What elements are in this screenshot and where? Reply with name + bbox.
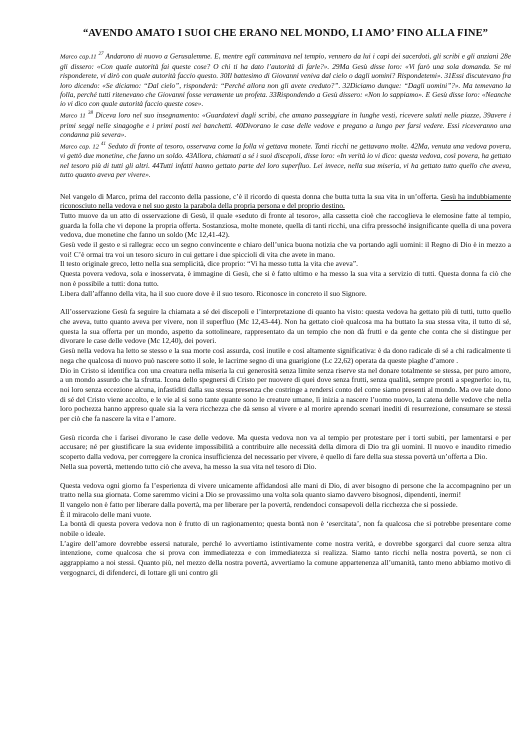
gospel-passage: [60, 50, 511, 109]
body-paragraph: La bontà di questa povera vedova non è frutto di un ragionamento; questa bontà non è ‘esercitata’, non fa qualcosa che si potrebbe presentare come nobile o ideale.: [60, 519, 511, 539]
body-paragraph: Il testo originale greco, letto nella sua semplicità, dice proprio: “Vi ha messo tutta la vita che aveva”.: [60, 259, 358, 269]
body-paragraph: Il vangelo non è fatto per liberare dalla povertà, ma per liberare per la povertà, rendendoci consapevoli della ricchezza che si possiede.: [60, 499, 458, 509]
body-paragraph: All’osservazione Gesù fa seguire la chiamata a sé dei discepoli e l’interpretazione di quanto ha visto: questa vedova ha gettato più di tutti, tutto quello che aveva, tutto quanto aveva per vivere, non il superfluo (Mc 12,43-44). Non ha gettato cioè qualcosa ma ha buttato la sua stessa vita, il tutto di sé, questa la sua offerta per un mondo, aspetto da sottolineare, rappresentato da un tempio che non dà frutti e da gente che conta che si distingue per divorare le case delle vedove (Mc 12,40), dei poveri.: [60, 307, 511, 346]
paragraph-gap: [60, 472, 511, 481]
gospel-reference: Marco 11: [60, 112, 88, 120]
body-paragraph: Gesù vede il gesto e si rallegra: ecco un segno convincente e chiaro dell’unica buona notizia che va portando agli uomini: il Regno di Dio è in mezzo a voi! C’è ormai tra voi un tesoro sicuro in cui gettare i due spiccioli di vita che avete in mano.: [60, 240, 511, 259]
verse-number: 27: [98, 52, 104, 57]
body-paragraph: Libera dall’affanno della vita, ha il suo cuore dove è il suo tesoro. Riconosce in concreto il suo Signore.: [60, 288, 367, 298]
gospel-text: Andarono di nuovo a Gerusalemme. E, mentre egli camminava nel tempio, vennero da lui i capi dei sacerdoti, gli scribi e gli anziani 28e gli dissero: «Con quale autorità fai queste cose? O chi ti ha dato l’autorità di farle?». 29Ma Gesù disse loro: «Vi farò una sola domanda. Se mi risponderete, vi dirò con quale autorità faccio questo. 30Il battesimo di Giovanni veniva dal cielo o dagli uomini? Rispondetemi». 31Essi discutevano fra loro dicendo: «Se diciamo: “Dal cielo”, risponderà: “Perché allora non gli avete creduto?”. 32Diciamo dunque: “Dagli uomini”?». Ma temevano la folla, perché tutti ritenevano che Giovanni fosse veramente un profeta. 33Rispondendo a Gesù dissero: «Non lo sappiamo». E Gesù disse loro: «Neanche io vi dico con quale autorità faccio queste cose».: [60, 51, 512, 109]
body-paragraph: Dio in Cristo si identifica con una creatura nella miseria la cui generosità senza limite senza riserve sta nel donare totalmente se stessa, per puro amore, a un mondo assurdo che la sfrutta. Icona dello spegnersi di Cristo per nuovere di quei dove senza frutti, senza qualità, sempre pronti a spegnerlo: io, tu, noi loro senza eccezione alcuna, infastiditi dalla sua stessa presenza che costringe a rendersi conto del come siamo presenti al mondo. Ma ove tale dono di sé del Cristo viene accolto, e le vie al sì sono tante quante sono le creature umane, lì inizia a nascere l’uomo nuovo, la catena delle vedove che nella loro pochezza hanno appreso quale sia la vera ricchezza che dà senso al vivere e al morire aprendo scenari inediti di resurrezione, consumare se stessi per ciò che fa nascere la vita e l’amore.: [60, 365, 511, 424]
verse-number: 41: [100, 141, 106, 147]
gospel-reference: Marco cap. 12: [60, 142, 101, 150]
document-title: “AVENDO AMATO I SUOI CHE ERANO NEL MONDO, LI AMO’ FINO ALLA FINE”: [82, 28, 489, 39]
body-paragraph: Gesù ricorda che i farisei divorano le case delle vedove. Ma questa vedova non va al tempio per protestare per i torti subiti, per lamentarsi e per accusare; né per giustificare la sua evidente impossibilità a contribuire alle necessità della dimora di Dio tra gli uomini. Il nuovo e inaudito rimedio scoperto dalla vedova, per correggere la cronica insufficienza del necessario per vivere, è quello di fare della sua stessa povertà un’offerta a Dio.: [60, 432, 511, 462]
gospel-reference: Marco cap.11: [60, 53, 99, 61]
gospel-text: Seduto di fronte al tesoro, osservava come la folla vi gettava monete. Tanti ricchi ne gettavano molte. 42Ma, venuta una vedova povera, vi gettò due monetine, che fanno un soldo. 43Allora, chiamati a sé i suoi discepoli, disse loro: «In verità io vi dico: questa vedova, così povera, ha gettato nel tesoro più di tutti gli altri. 44Tutti infatti hanno gettato parte del loro superfluo. Lei invece, nella sua miseria, vi ha gettato tutto quello che aveva, tutto quanto aveva per vivere».: [60, 140, 511, 180]
verse-number: 38: [87, 110, 93, 116]
body-paragraph: Questa vedova ogni giorno fa l’esperienza di vivere unicamente affidandosi alle mani di Dio, di aver bisogno di persone che la accompagnino per un tratto nella sua giornata. Come saremmo vicini a Dio se provassimo una volta sola quanto siamo davvero bisognosi, dipendenti, inermi!: [60, 480, 511, 500]
paragraph-gap: [60, 298, 511, 307]
body-paragraph: Nel vangelo di Marco, prima del racconto della passione, c’è il ricordo di questa donna che butta tutta la sua vita in un’offerta. Gesù ha indubbiamente riconosciuto nella vedova e nel suo gesto la parabola della propria persona e del proprio destino.: [60, 191, 511, 211]
body-paragraph: Nella sua povertà, mettendo tutto ciò che aveva, ha messo la sua vita nel tesoro di Dio.: [60, 461, 317, 471]
body-paragraph: È il miracolo delle mani vuote.: [60, 509, 152, 519]
gospel-text: Diceva loro nel suo insegnamento: «Guardatevi dagli scribi, che amano passeggiare in lunghe vesti, ricevere saluti nelle piazze, 39avere i primi seggi nelle sinagoghe e i primi posti nei banchetti. 40Divorano le case delle vedove e pregano a lungo per farsi vedere. Essi riceveranno una condanna più severa».: [60, 110, 511, 140]
body-paragraph: Questa povera vedova, sola e inosservata, è immagine di Gesù, che si è fatto ultimo e ha messo la sua vita a servizio di tutti. Questa donna fa ciò che non è possibile a tutti: dona tutto.: [60, 269, 511, 288]
commentary-body: [60, 192, 511, 578]
paragraph-gap: [60, 424, 511, 433]
body-paragraph: L’agire dell’amore dovrebbe essersi naturale, perché lo avvertiamo istintivamente come nostra verità, e dovrebbe sgorgarci dal cuore senza altra intenzione, come qualcosa che si prova con immediatezza e con immediatezza si realizza. Siamo tanto ricchi nella nostra povertà, se non ci aggrappiamo a noi stessi. Quanto più, nel mezzo della nostra povertà, avvertiamo la comune appartenenza all’umanità, tanto meno abbiamo motivo di vergognarci, di difenderci, di lottare gli uni contro gli: [60, 538, 511, 577]
body-paragraph: Tutto muove da un atto di osservazione di Gesù, il quale «seduto di fronte al tesoro», alla cassetta cioè che raccoglieva le elemosine fatte al tempio, guarda la folla che vi depone la propria offerta. Sostanziosa, molte monete, quella di tanti ricchi, una cifra pressoché insignificante quella di una povera vedova, due monetine che fanno un soldo (Mc 12,41-42).: [60, 210, 511, 240]
gospel-passage: [60, 109, 511, 140]
gospel-readings: [60, 50, 511, 180]
body-paragraph: Gesù nella vedova ha letto se stesso e la sua morte così assurda, così inutile e così altamente significativa: è da dono radicale di sé a chi radicalmente ti nega che qualcosa di nuovo può nascere sotto il sole, le lacrime segno di una guarigione (Lc 22,62) operata da queste piaghe d’amore .: [60, 346, 511, 365]
gospel-passage: [60, 140, 511, 180]
